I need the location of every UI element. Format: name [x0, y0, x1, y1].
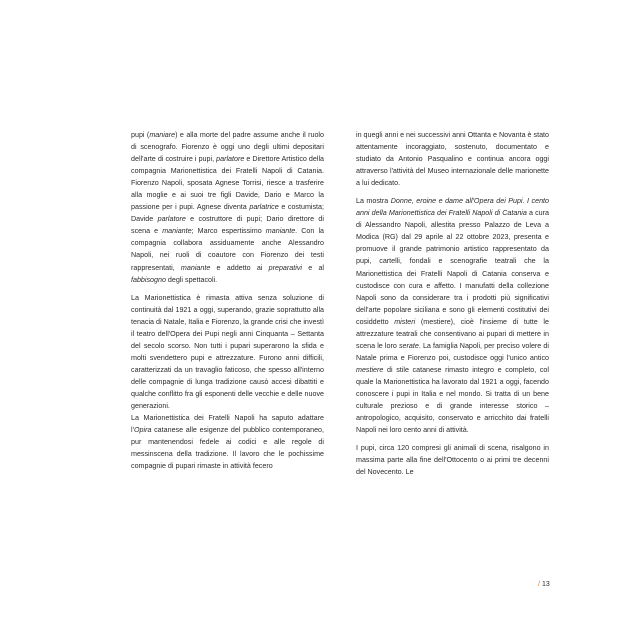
text-column-left	[131, 129, 324, 478]
paragraph: La Marionettistica è rimasta attiva senza soluzione di continuità dal 1921 a oggi, superando, grazie soprattutto alla tenacia di Natale, Italia e Fiorenzo, la grande crisi che investì il teatro dell'Opera dei Pupi negli anni Cinquanta – Settanta del secolo scorso. Non tutti i pupari superarono la sfida e molti svendettero pupi e attrezzature. Furono anni difficili, caratterizzati da un travaglio faticoso, che spesso all'interno delle compagnie di lunga tradizione causò accesi dibattiti e qualche conflitto fra gli esponenti delle vecchie e delle nuove generazioni.	[131, 293, 324, 411]
paragraph: in quegli anni e nei successivi anni Ottanta e Novanta è stato attentamente incoraggiato, sostenuto, documentato e studiato da Antonio Pasqualino e continua ancora oggi attraverso l'attività del Museo internazionale delle marionette a lui dedicato.	[356, 131, 549, 188]
page-number-slash: /	[538, 581, 540, 588]
page-number-value: 13	[541, 581, 550, 588]
paragraph: La Marionettistica dei Fratelli Napoli ha saputo adattare l'Opira catanese alle esigenze del pubblico contemporaneo, pur mantenendosi fedele ai codici e alle regole di messinscena della tradizione. Il lavoro che le pochissime compagnie di pupari rimaste in attività fecero	[131, 414, 324, 471]
paragraph: I pupi, circa 120 compresi gli animali di scena, risalgono in massima parte alla fine dell'Ottocento o ai primi tre decenni del Novecento. Le	[356, 444, 549, 477]
text-column-right	[356, 129, 549, 484]
page-number	[538, 581, 550, 588]
paragraph: pupi (maniare) e alla morte del padre assume anche il ruolo di scenografo. Fiorenzo è oggi uno degli ultimi depositari dell'arte di costruire i pupi, parlatore e Direttore Artistico della compagnia Marionettistica dei Fratelli Napoli di Catania. Fiorenzo Napoli, sposata Agnese Torrisi, riesce a trasferire alla moglie e ai suoi tre figli Davide, Dario e Marco la passione per i pupi. Agnese diventa parlatrice e costumista; Davide parlatore e costruttore di pupi; Dario direttore di scena e maniante; Marco espertissimo maniante. Con la compagnia collabora assiduamente anche Alessandro Napoli, nei ruoli di coautore con Fiorenzo dei testi rappresentati, maniante e addetto ai preparativi e al fabbisogno degli spettacoli.	[131, 131, 325, 284]
paragraph: La mostra Donne, eroine e dame all'Opera dei Pupi. I cento anni della Marionettistica dei Fratelli Napoli di Catania a cura di Alessandro Napoli, allestita presso Palazzo de Leva a Modica (RG) dal 29 aprile al 22 ottobre 2023, presenta e promuove il grande patrimonio artistico rappresentato da pupi, cartelli, fondali e scenografie teatrali che la Marionettistica dei Fratelli Napoli di Catania conserva e custodisce con cura e affetto. I manufatti della collezione Napoli sono da considerare tra i prodotti più significativi dell'arte popolare siciliana e sono gli elementi costitutivi dei cosiddetto misteri (mestiere), cioè l'insieme di tutte le attrezzature teatrali che consentivano ai pupari di mettere in scena le loro serate. La famiglia Napoli, per preciso volere di Natale prima e Fiorenzo poi, custodisce oggi l'unico antico mestiere di stile catanese rimasto integro e completo, col quale la Marionettistica ha lavorato dal 1921 a oggi, facendo conoscere i pupi in Italia e nel mondo. Si tratta di un bene culturale prezioso e di grande interesse storico – antropologico, acquisito, conservato e arricchito dai fratelli Napoli nei loro cento anni di attività.	[356, 197, 549, 435]
